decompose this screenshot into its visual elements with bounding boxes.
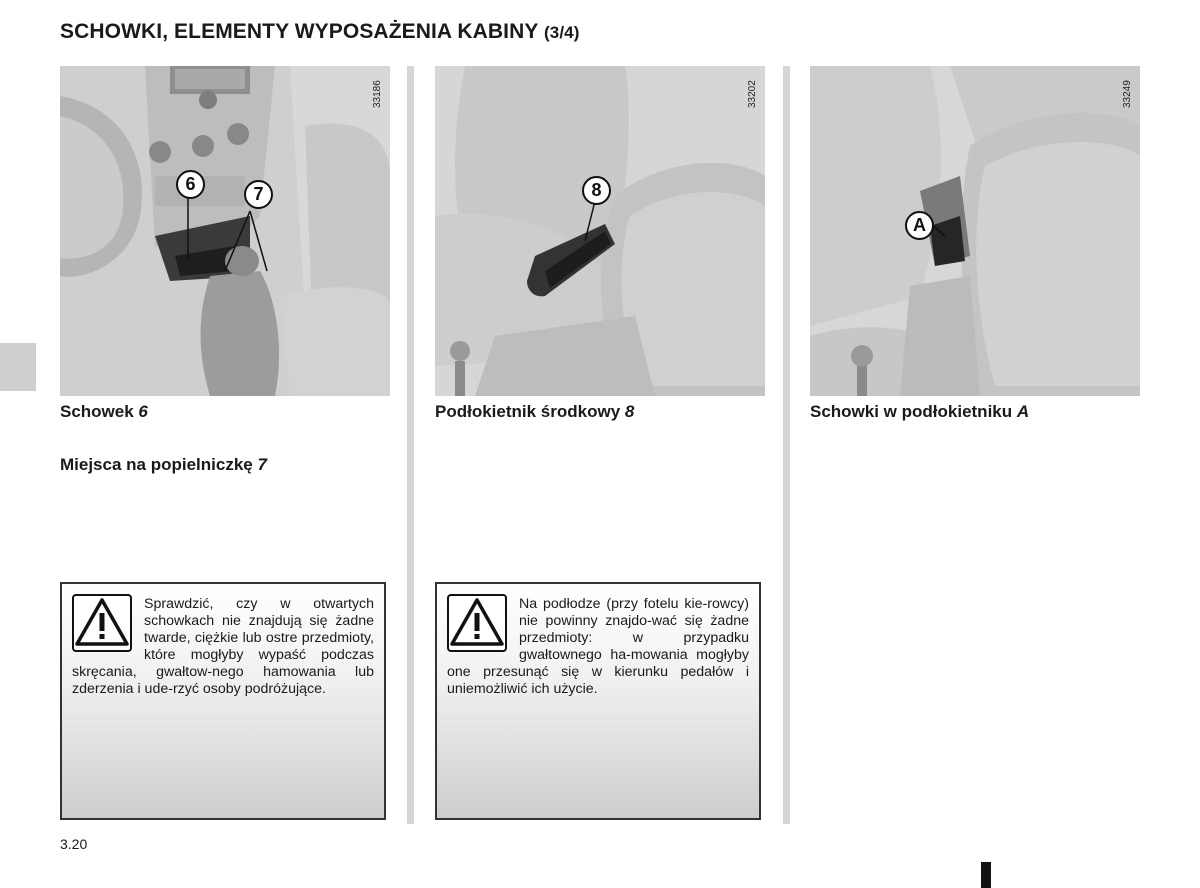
- callout-A: A: [905, 211, 934, 240]
- warning-text: Sprawdzić, czy w otwartych schowkach nie znajdują się żadne twarde, ciężkie lub ostre przedmioty, które mogłyby wypaść podczas skręcania, gwałtow-nego hamowania lub zderzenia i ude-rzyć osoby podróżujące.: [72, 596, 374, 697]
- photo-armrest-storage: [810, 66, 1140, 396]
- warning-box: [60, 582, 386, 820]
- caption-armrest-8: [435, 402, 634, 422]
- column-divider: [407, 66, 414, 824]
- caption-text: Podłokietnik środkowy: [435, 402, 625, 421]
- page-number: 3.20: [60, 836, 88, 852]
- chapter-tab: [0, 343, 36, 391]
- column-divider: [783, 66, 790, 824]
- illustration-armrest: [435, 66, 765, 396]
- page-marker-bar: [981, 862, 991, 888]
- image-code: 33186: [372, 80, 383, 108]
- photo-center-armrest: [435, 66, 765, 396]
- caption-ref: 8: [624, 402, 635, 421]
- caption-text: Schowki w podłokietniku: [810, 402, 1017, 421]
- warning-box: [435, 582, 761, 820]
- image-code: 33202: [747, 80, 758, 108]
- photo-dashboard-console: [60, 66, 390, 396]
- caption-ref: 6: [138, 402, 148, 421]
- page-title: [60, 20, 580, 44]
- illustration-console: [60, 66, 390, 396]
- callout-6: 6: [176, 170, 205, 199]
- caption-ref: 7: [257, 455, 267, 474]
- callout-8: 8: [582, 176, 611, 205]
- title-text: SCHOWKI, ELEMENTY WYPOSAŻENIA KABINY: [60, 20, 539, 43]
- caption-ashtray-7: [60, 455, 267, 475]
- caption-armrest-storage-A: [810, 402, 1029, 422]
- illustration-armrest-storage: [810, 66, 1140, 396]
- image-code: 33249: [1122, 80, 1133, 108]
- caption-storage-6: [60, 402, 148, 422]
- page-indicator: (3/4): [544, 23, 580, 42]
- warning-text: Na podłodze (przy fotelu kie-rowcy) nie powinny znajdo-wać się żadne przedmioty: w przypadku gwałtownego ha-mowania mogłyby one przesunąć się w kierunku pedałów i uniemożliwić ich użycie.: [447, 596, 749, 697]
- caption-text: Miejsca na popielniczkę: [60, 455, 258, 474]
- caption-text: Schowek: [60, 402, 139, 421]
- callout-7: 7: [244, 180, 273, 209]
- caption-ref: A: [1016, 402, 1030, 421]
